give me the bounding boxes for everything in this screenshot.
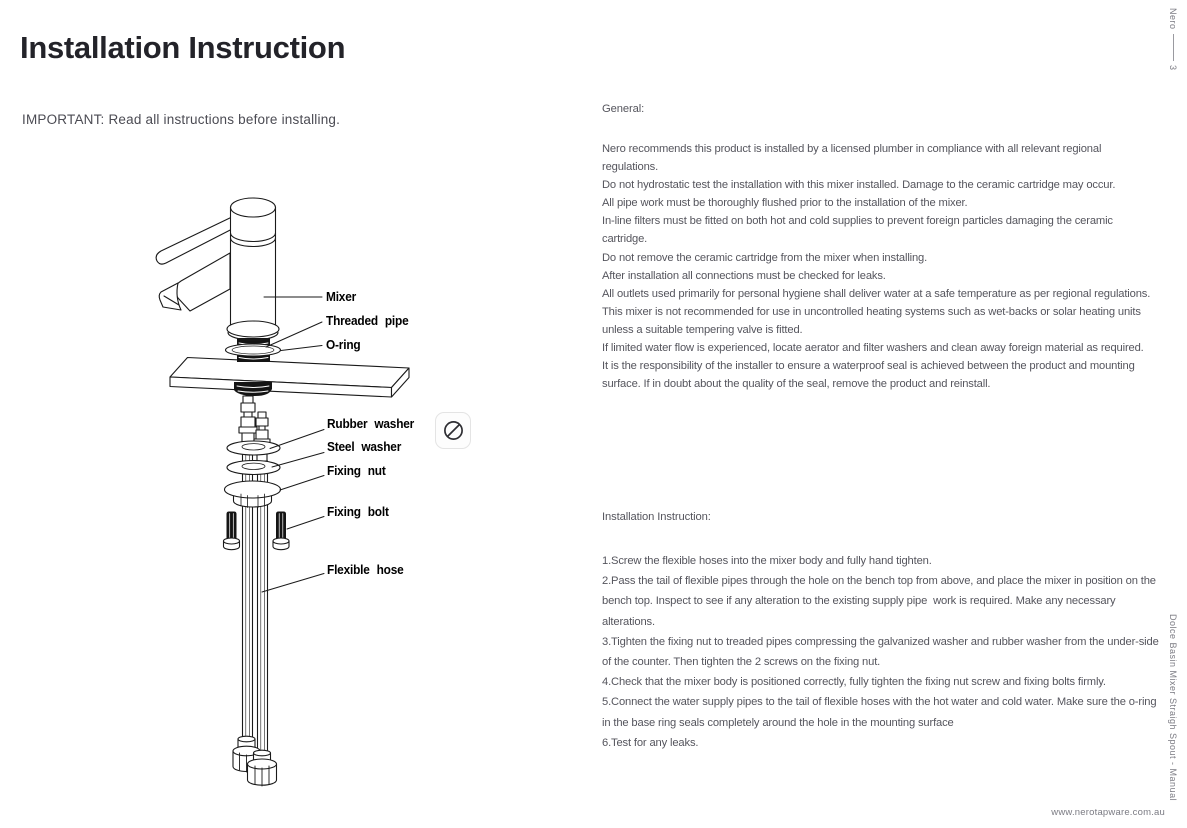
label-steel-washer: Steel washer	[327, 440, 402, 454]
label-fixing-bolt: Fixing bolt	[327, 505, 389, 519]
label-rubber-washer: Rubber washer	[327, 417, 415, 431]
o-ring	[226, 344, 281, 356]
bench-top	[170, 358, 409, 398]
faucet-diagram	[0, 0, 500, 828]
margin-divider-line	[1173, 34, 1174, 61]
installation-step: 2.Pass the tail of flexible pipes through the hole on the bench top from above, and place the mixer in position on the bench top. Inspect to see if any alteration to the existing supply pipe work is required. Make any necessary alterations.	[602, 575, 1159, 628]
installation-step: 4.Check that the mixer body is positioned correctly, fully tighten the fixing nut screw and fixing bolts firmly.	[602, 676, 1106, 689]
general-paragraph: In-line filters must be fitted on both hot and cold supplies to prevent foreign particles damaging the ceramic cartridge.	[602, 215, 1116, 246]
installation-steps	[602, 551, 1162, 753]
steel-washer	[227, 461, 280, 475]
general-heading: General:	[602, 103, 645, 115]
label-fixing-nut: Fixing nut	[327, 464, 386, 478]
label-threaded-pipe: Threaded pipe	[326, 314, 409, 328]
important-note: IMPORTANT: Read all instructions before installing.	[22, 112, 341, 127]
installation-step: 3.Tighten the fixing nut to treaded pipes compressing the galvanized washer and rubber washer from the under-side of the counter. Then tighten the 2 screws on the fixing nut.	[602, 635, 1162, 669]
general-paragraph: Do not remove the ceramic cartridge from the mixer when installing.	[602, 251, 928, 264]
label-mixer: Mixer	[326, 290, 357, 304]
general-paragraph: It is the responsibility of the installer to ensure a waterproof seal is achieved between the product and mounting surface. If in doubt about the quality of the seal, remove the product and reinstall.	[602, 360, 1138, 391]
fixing-bolt-right	[273, 512, 289, 550]
general-paragraph: This mixer is not recommended for use in uncontrolled heating systems such as wet-backs or solar heating units unless a suitable tempering valve is fitted.	[602, 305, 1144, 336]
label-o-ring: O-ring	[326, 338, 361, 352]
general-paragraph: Do not hydrostatic test the installation with this mixer installed. Damage to the ceramic cartridge may occur.	[602, 179, 1116, 192]
prohibition-button[interactable]	[435, 412, 471, 449]
mixer-base-collar	[227, 321, 279, 340]
general-paragraph: Nero recommends this product is installed by a licensed plumber in compliance with all relevant regional regulations.	[602, 143, 1105, 174]
installation-step: 5.Connect the water supply pipes to the tail of flexible hoses with the hot water and cold water. Make sure the o-ring in the base ring seals completely around the hole in the mounting surface	[602, 696, 1160, 729]
general-paragraph: After installation all connections must be checked for leaks.	[602, 269, 886, 282]
general-paragraph: All pipe work must be thoroughly flushed prior to the installation of the mixer.	[602, 197, 968, 210]
prohibition-icon	[443, 420, 464, 441]
fixing-bolt-left	[224, 512, 240, 550]
general-paragraph: All outlets used primarily for personal hygiene shall deliver water at a safe temperature as per regional regulations.	[602, 287, 1151, 300]
page-number: 3	[1168, 64, 1178, 71]
margin-doc-title: Dolce Basin Mixer Straigh Spout - Manual	[1168, 613, 1178, 801]
mixer-body	[231, 198, 276, 330]
spout	[159, 253, 230, 311]
margin-brand-pagenumber	[1168, 8, 1178, 70]
brand-name: Nero	[1168, 8, 1178, 30]
installation-heading: Installation Instruction:	[602, 511, 711, 523]
label-flexible-hose: Flexible hose	[327, 563, 404, 577]
general-paragraph: If limited water flow is experienced, locate aerator and filter washers and clean away foreign material as required.	[602, 342, 1144, 355]
installation-step: 1.Screw the flexible hoses into the mixer body and fully hand tighten.	[602, 555, 932, 567]
fixing-nut	[225, 481, 281, 508]
website-url: www.nerotapware.com.au	[1051, 807, 1165, 818]
installation-step: 6.Test for any leaks.	[602, 736, 699, 749]
page-title: Installation Instruction	[20, 30, 346, 65]
general-paragraphs	[602, 140, 1158, 393]
